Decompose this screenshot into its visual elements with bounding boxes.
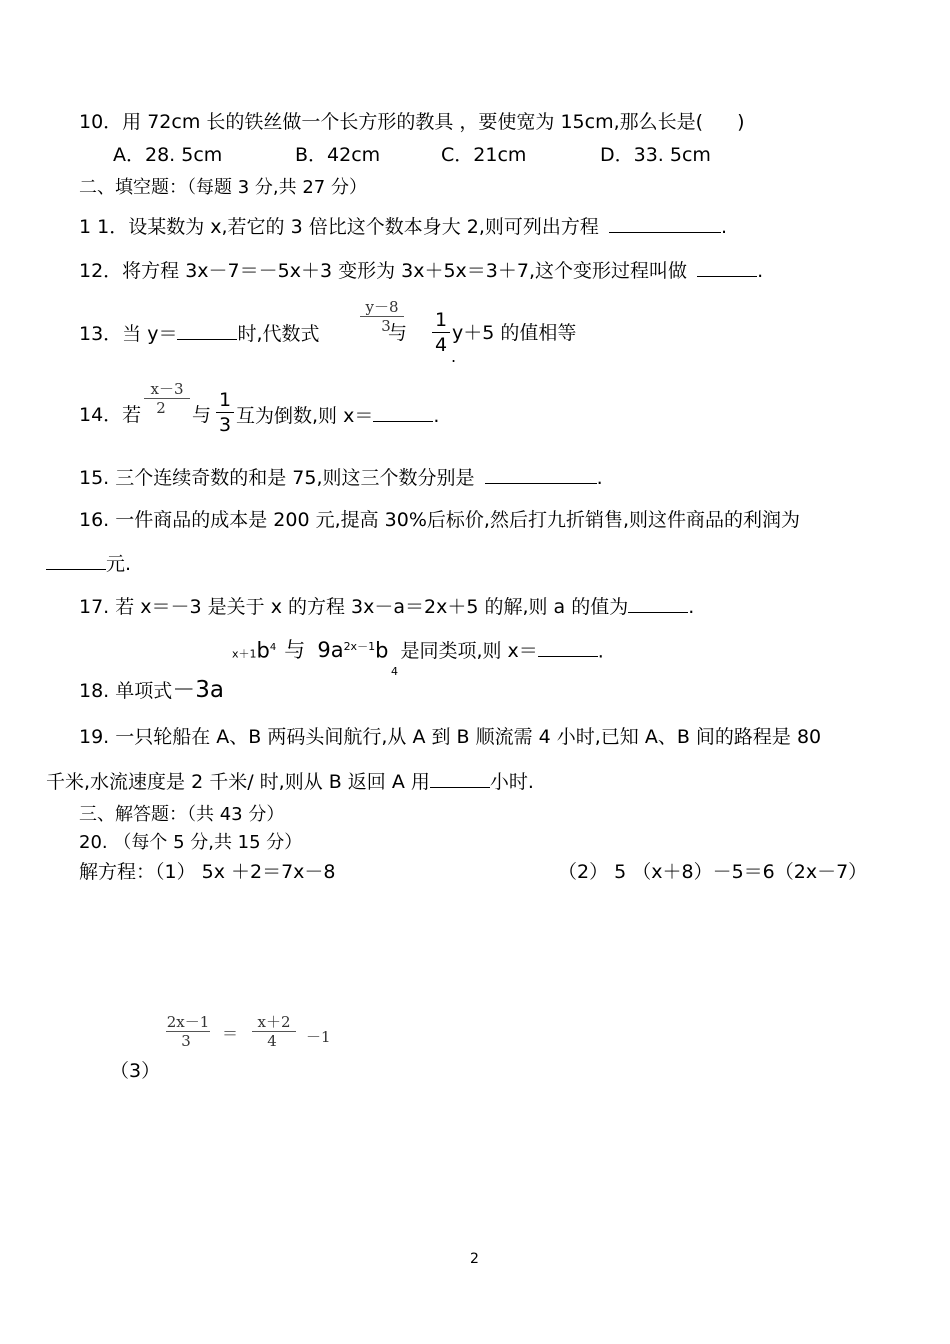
q18-with: 与 [284,638,306,663]
q20-part3-frac1-num: 2x－1 [166,1013,210,1031]
q20-part-1: 解方程：（1） 5x ＋2＝7x－8 [79,861,336,883]
q14-frac2-num: 1 [218,389,232,411]
q20-part3-frac2-num: x＋2 [257,1013,291,1031]
section-3-heading: 三、解答题：（共 43 分） [79,804,285,825]
q18-monomial: －3a [172,677,224,703]
q18-exp-b1: 4 [269,642,277,653]
q10-option-a: A．28. 5cm [113,144,223,166]
q13-fraction-2 [432,310,450,355]
q20-header: 20. （每个 5 分,共 15 分） [79,832,303,853]
q13-frac2-den: 4 [434,334,448,356]
q18-expression-line [232,635,604,666]
q18-coef: 9a [317,638,344,663]
q20-part3-fraction-1 [166,1014,210,1049]
q10-stem-text: 10．用 72cm 长的铁丝做一个长方形的教具 ，要使宽为 15cm,那么长是( [79,111,704,133]
q18-exp1: x＋1 [232,647,257,661]
q10-stem [79,110,745,134]
q13-prefix-text: 13．当 y＝ [79,323,178,345]
q18-suffix: 是同类项,则 x＝ [400,640,538,663]
q18-sub-b2: 4 [391,665,398,678]
q18-label-line [79,678,224,703]
q11-answer-blank[interactable] [609,214,721,233]
q10-option-c: C．21cm [441,144,527,166]
q13-answer-blank[interactable] [177,321,237,340]
q20-part3-frac2-den: 4 [267,1032,277,1050]
q13-mid-text: 时,代数式 [237,323,320,345]
q11-end: . [720,216,727,238]
q13-suffix: y＋5 的值相等 [452,322,577,344]
q12-end: . [757,260,764,282]
q14-suffix-text: 互为倒数,则 x＝ [236,405,374,427]
q11-text: 1 1．设某数为 x,若它的 3 倍比这个数本身大 2,则可列出方程 [79,216,599,238]
page-number: 2 [470,1251,479,1267]
q19-answer-blank[interactable] [430,769,490,788]
q13-prefix [79,321,320,346]
q13-frac1-num: y－8 [365,298,399,316]
q14-answer-blank[interactable] [373,403,433,422]
q13-with: 与 [388,322,408,344]
q10-option-d: D．33. 5cm [600,144,711,166]
q11 [79,214,727,239]
q14-suffix [236,403,439,428]
q16-line2-text: 元. [106,553,132,575]
q17-end: . [688,596,695,618]
q18-end: . [597,640,604,663]
q19-line2b: 小时. [489,771,534,793]
q14-frac1-den: 2 [156,399,166,417]
q17 [79,594,694,619]
q12 [79,258,763,283]
q18-label: 18. 单项式 [79,680,173,702]
q14-end: . [433,405,440,427]
q18-answer-blank[interactable] [538,638,598,657]
q19-line-1: 19. 一只轮船在 A、B 两码头间航行,从 A 到 B 顺流需 4 小时,已知 A、B 间的路程是 80 [79,726,822,748]
q18-b2: b [375,638,389,663]
q10-paren-close: ) [737,111,745,133]
q18-exp2: 2x－1 [343,640,376,653]
q17-answer-blank[interactable] [628,594,688,613]
q20-part3-label: （3） [110,1060,161,1082]
q14-frac1-num: x－3 [150,380,184,398]
q15-answer-blank[interactable] [485,465,597,484]
q15-text: 15. 三个连续奇数的和是 75,则这三个数分别是 [79,467,475,489]
q20-part3-equals: ＝ [222,1024,239,1043]
q13-end: . [451,347,457,366]
q20-part-2: （2） 5 （x＋8）－5＝6（2x－7） [558,861,868,883]
q14-fraction-1 [144,381,190,416]
q15-end: . [596,467,603,489]
q16-line-1: 16. 一件商品的成本是 200 元,提高 30%后标价,然后打九折销售,则这件商品的利润为 [79,509,800,531]
section-2-heading: 二、填空题：（每题 3 分,共 27 分） [79,177,367,198]
q10-option-b: B．42cm [295,144,381,166]
q13-frac2-num: 1 [434,309,448,331]
q19-line-2 [46,769,534,794]
q18-b1: b [256,638,270,663]
q12-text: 12．将方程 3x－7＝－5x＋3 变形为 3x＋5x＝3＋7,这个变形过程叫做 [79,260,688,282]
q15 [79,465,603,490]
q20-part3-tail: －1 [306,1028,331,1046]
q14-with: 与 [192,404,212,426]
q20-part3-frac1-den: 3 [181,1032,191,1050]
q12-answer-blank[interactable] [697,258,757,277]
q17-text: 17. 若 x＝－3 是关于 x 的方程 3x－a＝2x＋5 的解,则 a 的值为 [79,596,629,618]
q20-part3-fraction-2 [252,1014,296,1049]
q16-answer-blank[interactable] [46,551,106,570]
q14-prefix: 14．若 [79,404,142,426]
q14-frac2-den: 3 [218,414,232,436]
q16-line-2 [46,551,131,576]
q13-frac1-den: 3 [381,317,391,335]
q14-fraction-2 [216,390,234,435]
q19-line2a: 千米,水流速度是 2 千米/ 时,则从 B 返回 A 用 [46,771,430,793]
